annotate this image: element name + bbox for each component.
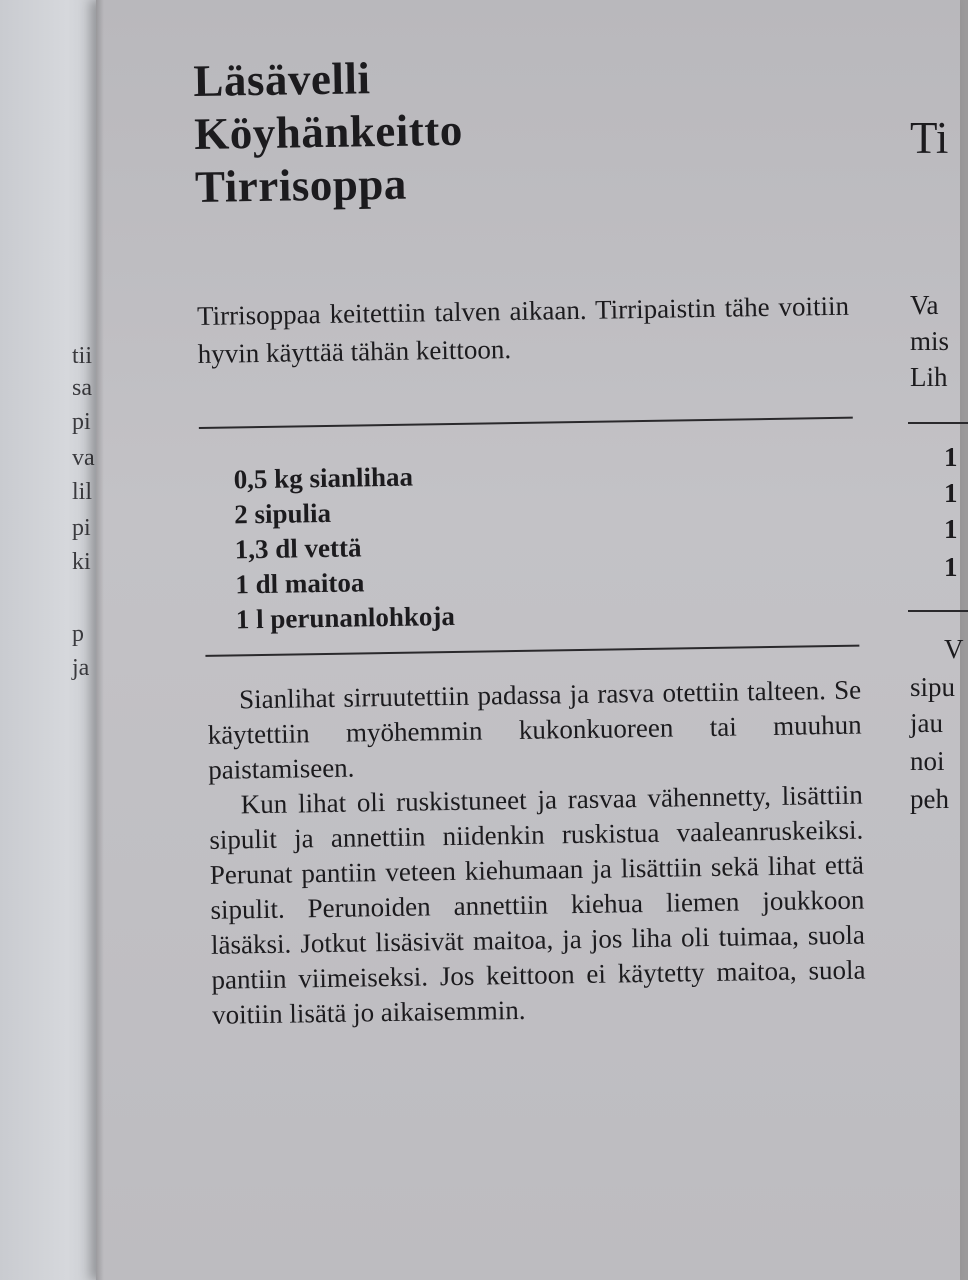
right-page-fragment: Va <box>910 290 939 320</box>
left-page-fragment: pi <box>72 409 91 435</box>
ingredient-item: 1 l perunanlohkoja <box>235 600 456 635</box>
recipe-titles <box>193 45 863 214</box>
right-page-fragment: jau <box>910 708 943 738</box>
recipe-instructions <box>207 673 866 1033</box>
divider <box>199 417 853 429</box>
ingredient-item: 0,5 kg sianlihaa <box>233 461 414 495</box>
left-page-fragment: p <box>72 621 84 647</box>
ingredient-item: 2 sipulia <box>233 497 332 530</box>
right-page-fragment: 1 <box>944 442 958 472</box>
recipe-intro: Tirrisoppaa keitettiin talven aikaan. Tirripaistin tähe voitiin hyvin käyttää tähän keittoon. <box>196 290 850 369</box>
left-page-fragment: ki <box>72 549 91 575</box>
left-page-fragment: va <box>72 445 95 471</box>
right-page-fragment: 1 <box>944 514 958 544</box>
right-page-fragment: mis <box>910 326 950 356</box>
divider <box>205 645 859 657</box>
divider <box>908 610 968 612</box>
right-page-fragment: peh <box>910 784 949 814</box>
recipe-title: Tirrisoppa <box>194 158 408 212</box>
recipe-title: Köyhänkeitto <box>193 104 464 159</box>
left-page-fragment: sa <box>72 375 92 401</box>
right-page-fragment: 1 <box>944 478 958 508</box>
right-page-fragment: noi <box>910 746 945 776</box>
instruction-paragraph: Sianlihat sirruutettiin padassa ja rasva otettiin talteen. Se käytettiin myöhemmin kukonkuoreen tai muuhun paistamiseen. <box>207 674 862 785</box>
right-page-edge <box>904 0 964 1280</box>
page-shadow <box>96 0 104 1280</box>
divider <box>908 422 968 424</box>
recipe-content <box>193 45 866 1030</box>
left-page-fragment: tii <box>72 343 93 369</box>
right-page-fragment: sipu <box>910 672 956 702</box>
recipe-page <box>96 0 960 1280</box>
left-page-fragment: ja <box>72 655 90 681</box>
right-page-fragment: 1 <box>944 552 958 582</box>
left-page-fragment: lil <box>72 479 93 505</box>
left-page-fragment: pi <box>72 515 91 541</box>
recipe-title: Läsävelli <box>193 53 371 106</box>
ingredient-list <box>233 459 455 637</box>
ingredient-item: 1 dl maitoa <box>235 567 365 600</box>
right-page-title: Ti <box>910 113 949 163</box>
right-page-fragment: V <box>944 634 964 664</box>
right-page-fragment: Lih <box>910 362 948 392</box>
ingredient-item: 1,3 dl vettä <box>234 532 362 565</box>
instruction-paragraph: Kun lihat oli ruskistuneet ja rasvaa vähennetty, lisättiin sipulit ja annettiin niidenkin ruskistua vaaleanruskeiksi. Perunat pantiin veteen kiehumaan ja lisättiin sekä lihat että sipulit. Perunoiden annettiin kiehua liemen joukkoon läsäksi. Jotkut lisäsivät maitoa, ja jos liha oli tuimaa, suola pantiin viimeiseksi. Jos keittoon ei käytetty maitoa, suola voitiin lisätä jo aikaisemmin. <box>209 779 866 1030</box>
